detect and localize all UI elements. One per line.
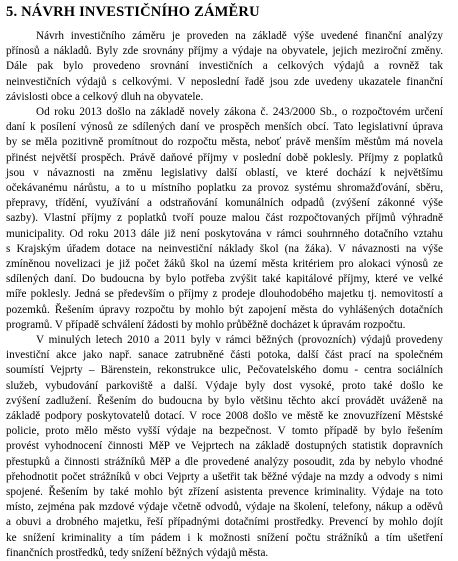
text-line: sdílených daní. Do budoucna by bylo potřeba zvýšit také kapitálové příjmy, které ve velké [6, 273, 443, 286]
text-line: zmíněnou novelizaci je již počet žáků škol na území města kritériem pro alokaci výnosů ze [6, 258, 443, 270]
text-line: investiční akce jako např. sanace zatrubněné části potoka, další část prací na společném [6, 349, 443, 362]
text-line: Návrh investičního záměru je proveden na základě výše uvedené finanční analýzy [36, 30, 443, 42]
text-line: a obuvi a drobného majetku, řeší případnými dotačními prostředky. Prevencí by mohlo dojít [6, 516, 443, 529]
text-line: očekávanému nárůstu, a to u místního poplatku za provoz systému shromažďování, sběru, [6, 182, 443, 194]
text-line: přinést největší prospěch. Právě daňové příjmy v poslední době poklesly. Příjmy z poplatků [6, 151, 443, 164]
text-line: V minulých letech 2010 a 2011 byly v rámci běžných (provozních) výdajů provedeny [36, 334, 443, 346]
text-line: by se měla pozitivně promítnout do rozpočtu města, neboť právě menším městům má novela [6, 136, 443, 149]
text-line: programů. V případě schválení žádosti by mohlo průběžně docházet k úpravám rozpočtu. [6, 318, 406, 331]
text-line: neinvestičních výdajů s celkovými. V neposlední řadě jsou zde uvedeny ukazatele finanční [6, 75, 443, 88]
text-line: pozemků. Řešením úpravy rozpočtu by mohlo být zapojení města do vyhlášených dotačních [6, 303, 443, 316]
text-line: municipality. Od roku 2013 dále již není poskytována v rámci souhrnného dotačního vztahu [6, 227, 443, 240]
text-line: závislosti obce a celkový dluh na obyvatele. [6, 90, 204, 103]
text-line: přehodnotit počet strážníků v obci Vejprty a ušetřit tak běžné výdaje na mzdy a odvody s nimi [6, 470, 443, 483]
text-line: přepravy, třídění, využívání a odstraňování komunálních odpadů (zvýšení zákonné výše [6, 197, 443, 210]
text-line: soumístí Vejprty – Bärenstein, rekonstrukce ulic, Pečovatelského domu - centra sociálních [6, 364, 443, 377]
text-line: Od roku 2013 došlo na základě novely zákona č. 243/2000 Sb., o rozpočtovém určení [36, 106, 443, 118]
text-line: provést vyhodnocení činnosti MěP ve Vejprtech na základě dostupných statistik dopravních [6, 440, 443, 453]
text-line: přínosů a nákladů. Byly zde srovnány příjmy a výdaje na obyvatele, jejich meziroční změny. [6, 45, 443, 58]
text-line: přestupků a činnosti strážníků MěP a dle provedené analýzy posoudit, zda by nebylo vhodné [6, 455, 443, 468]
text-line: sazby). Vlastní příjmy z poplatků tvoří pouze malou část rozpočtovaných příjmů výhradně [6, 212, 443, 225]
text-line: zvýšení zadlužení. Řešením do budoucna by bylo většinu těchto akcí provádět uváženě na [6, 394, 443, 407]
text-line: finančních prostředků, tedy snížení běžných výdajů města. [6, 546, 269, 559]
text-line: s Krajským úřadem dotace na neinvestiční náklady škol (na žáka). V návaznosti na výše [6, 242, 443, 255]
text-line: spojené. Řešením by také mohlo být zřízení asistenta prevence kriminality. Výdaje na toto [6, 486, 443, 498]
text-line: místo, zejména pak mzdové výdaje včetně odvodů, výdaje na školení, telefony, nákup a oděvů [6, 501, 443, 514]
text-line: ke snížení kriminality a tím pádem i k možnosti snížení počtu strážníků a tím ušetření [6, 531, 443, 544]
text-line: daní k posílení výnosů ze sdílených daní ve prospěch menších obcí. Tato legislativní úprava [6, 121, 443, 134]
text-line: jsou v návaznosti na změnu legislativy další oblastí, ve které dochází k největšímu [6, 166, 443, 179]
text-line: služeb, vybudování parkoviště a další. Výdaje byly dost vysoké, proto také došlo ke [6, 379, 443, 392]
text-line: základě podpory poskytovatelů dotací. V roce 2008 došlo ve městě ke znovuzřízení Městské [6, 410, 443, 422]
text-line: policie, proto mělo město vyšší výdaje na bezpečnost. V tomto případě by bylo řešením [6, 425, 443, 438]
section-heading: 5. NÁVRH INVESTIČNÍHO ZÁMĚRU [6, 4, 260, 20]
text-line: Dále pak bylo provedeno srovnání investičních a celkových výdajů a rovněž tak [6, 60, 443, 73]
text-line: míře poklesly. Jedná se především o příjmy z prodeje dlouhodobého majetku tj. nemovitostí a [6, 288, 443, 301]
